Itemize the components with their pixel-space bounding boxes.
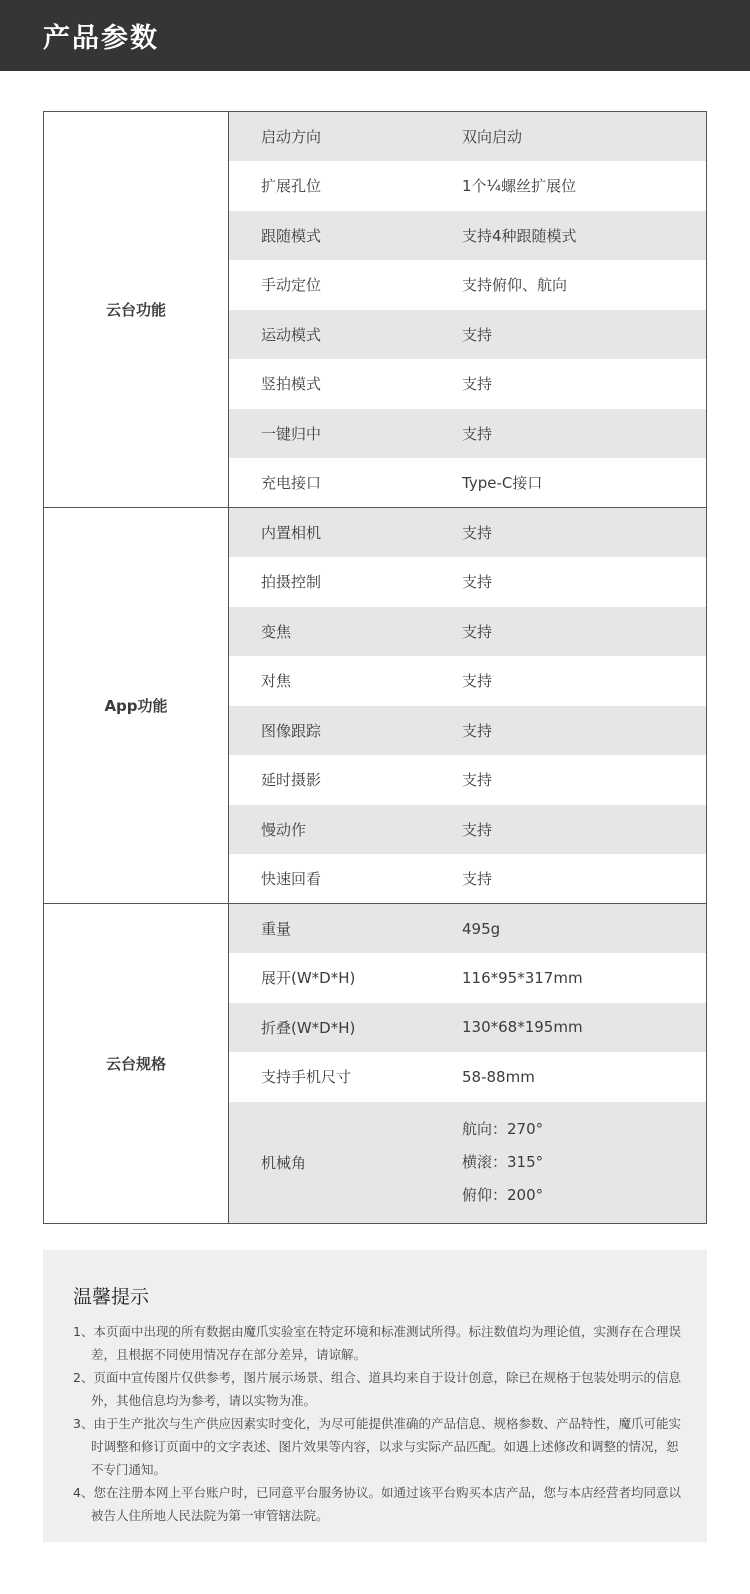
spec-table <box>43 111 707 1224</box>
spec-value: 支持 <box>462 508 707 558</box>
spec-key: 跟随模式 <box>229 211 463 261</box>
spec-value: 支持 <box>462 706 707 756</box>
notice-item: 4、您在注册本网上平台账户时，已同意平台服务协议。如通过该平台购买本店产品，您与本店经营者均同意以被告人住所地人民法院为第一审管辖法院。 <box>73 1485 681 1523</box>
spec-value: Type-C接口 <box>462 458 707 508</box>
spec-key: 机械角 <box>229 1102 463 1224</box>
spec-key: 手动定位 <box>261 276 322 295</box>
notice-item: 1、本页面中出现的所有数据由魔爪实验室在特定环境和标准测试所得。标注数值均为理论值，实测存在合理误差，且根据不同使用情况存在部分差异，请谅解。 <box>73 1324 681 1362</box>
spec-value: 58-88mm <box>462 1067 535 1086</box>
spec-key: 拍摄控制 <box>261 573 322 592</box>
table-row <box>44 508 707 558</box>
notice-title: 温馨提示 <box>73 1286 150 1308</box>
spec-value: 支持 <box>462 409 707 459</box>
notice-list <box>73 1320 683 1527</box>
spec-key: 支持手机尺寸 <box>261 1068 352 1087</box>
spec-value: 495g <box>462 904 707 954</box>
spec-key: 竖拍模式 <box>261 375 322 394</box>
spec-value-multi <box>462 1102 707 1224</box>
spec-value: 支持 <box>462 310 707 360</box>
spec-value: 双向启动 <box>462 112 707 162</box>
spec-value: 130*68*195mm <box>462 1003 707 1053</box>
angle-tilt: 俯仰：200° <box>462 1185 544 1204</box>
spec-key: 延时摄影 <box>261 771 322 790</box>
spec-key: 展开(W*D*H) <box>261 969 356 988</box>
spec-key: 扩展孔位 <box>261 177 322 196</box>
spec-value: 1个¼螺丝扩展位 <box>462 177 577 196</box>
spec-key: 快速回看 <box>229 854 463 904</box>
spec-value: 支持 <box>462 375 493 394</box>
spec-key: 变焦 <box>229 607 463 657</box>
group-label: 云台规格 <box>44 904 229 1224</box>
page-header <box>0 0 750 71</box>
spec-key: 折叠(W*D*H) <box>229 1003 463 1053</box>
spec-value: 支持 <box>462 672 493 691</box>
table-row <box>44 904 707 954</box>
spec-value: 支持 <box>462 607 707 657</box>
spec-value: 支持 <box>462 771 493 790</box>
spec-key: 充电接口 <box>229 458 463 508</box>
angle-pan: 航向：270° <box>462 1119 544 1138</box>
table-row <box>44 112 707 162</box>
notice-item: 3、由于生产批次与生产供应因素实时变化，为尽可能提供准确的产品信息、规格参数、产品特性，魔爪可能实时调整和修订页面中的文字表述、图片效果等内容，以求与实际产品匹配。如遇上述修改和调整的情况，恕不专门通知。 <box>73 1416 681 1477</box>
spec-value: 支持 <box>462 805 707 855</box>
spec-key: 启动方向 <box>229 112 463 162</box>
spec-key: 慢动作 <box>229 805 463 855</box>
spec-key: 对焦 <box>261 672 292 691</box>
spec-key: 图像跟踪 <box>229 706 463 756</box>
group-label: 云台功能 <box>44 112 229 508</box>
angle-roll: 横滚：315° <box>462 1152 544 1171</box>
page-title: 产品参数 <box>43 23 159 54</box>
spec-key: 内置相机 <box>229 508 463 558</box>
spec-value: 支持俯仰、航向 <box>462 276 568 295</box>
notice-item: 2、页面中宣传图片仅供参考，图片展示场景、组合、道具均来自于设计创意，除已在规格于包装处明示的信息外，其他信息均为参考，请以实物为准。 <box>73 1370 681 1408</box>
spec-key: 重量 <box>229 904 463 954</box>
spec-value: 支持4种跟随模式 <box>462 211 707 261</box>
notice-box <box>43 1250 707 1542</box>
spec-key: 运动模式 <box>229 310 463 360</box>
spec-value: 支持 <box>462 573 493 592</box>
spec-value: 支持 <box>462 854 707 904</box>
spec-key: 一键归中 <box>229 409 463 459</box>
spec-value: 116*95*317mm <box>462 968 583 987</box>
group-label: App功能 <box>44 508 229 904</box>
